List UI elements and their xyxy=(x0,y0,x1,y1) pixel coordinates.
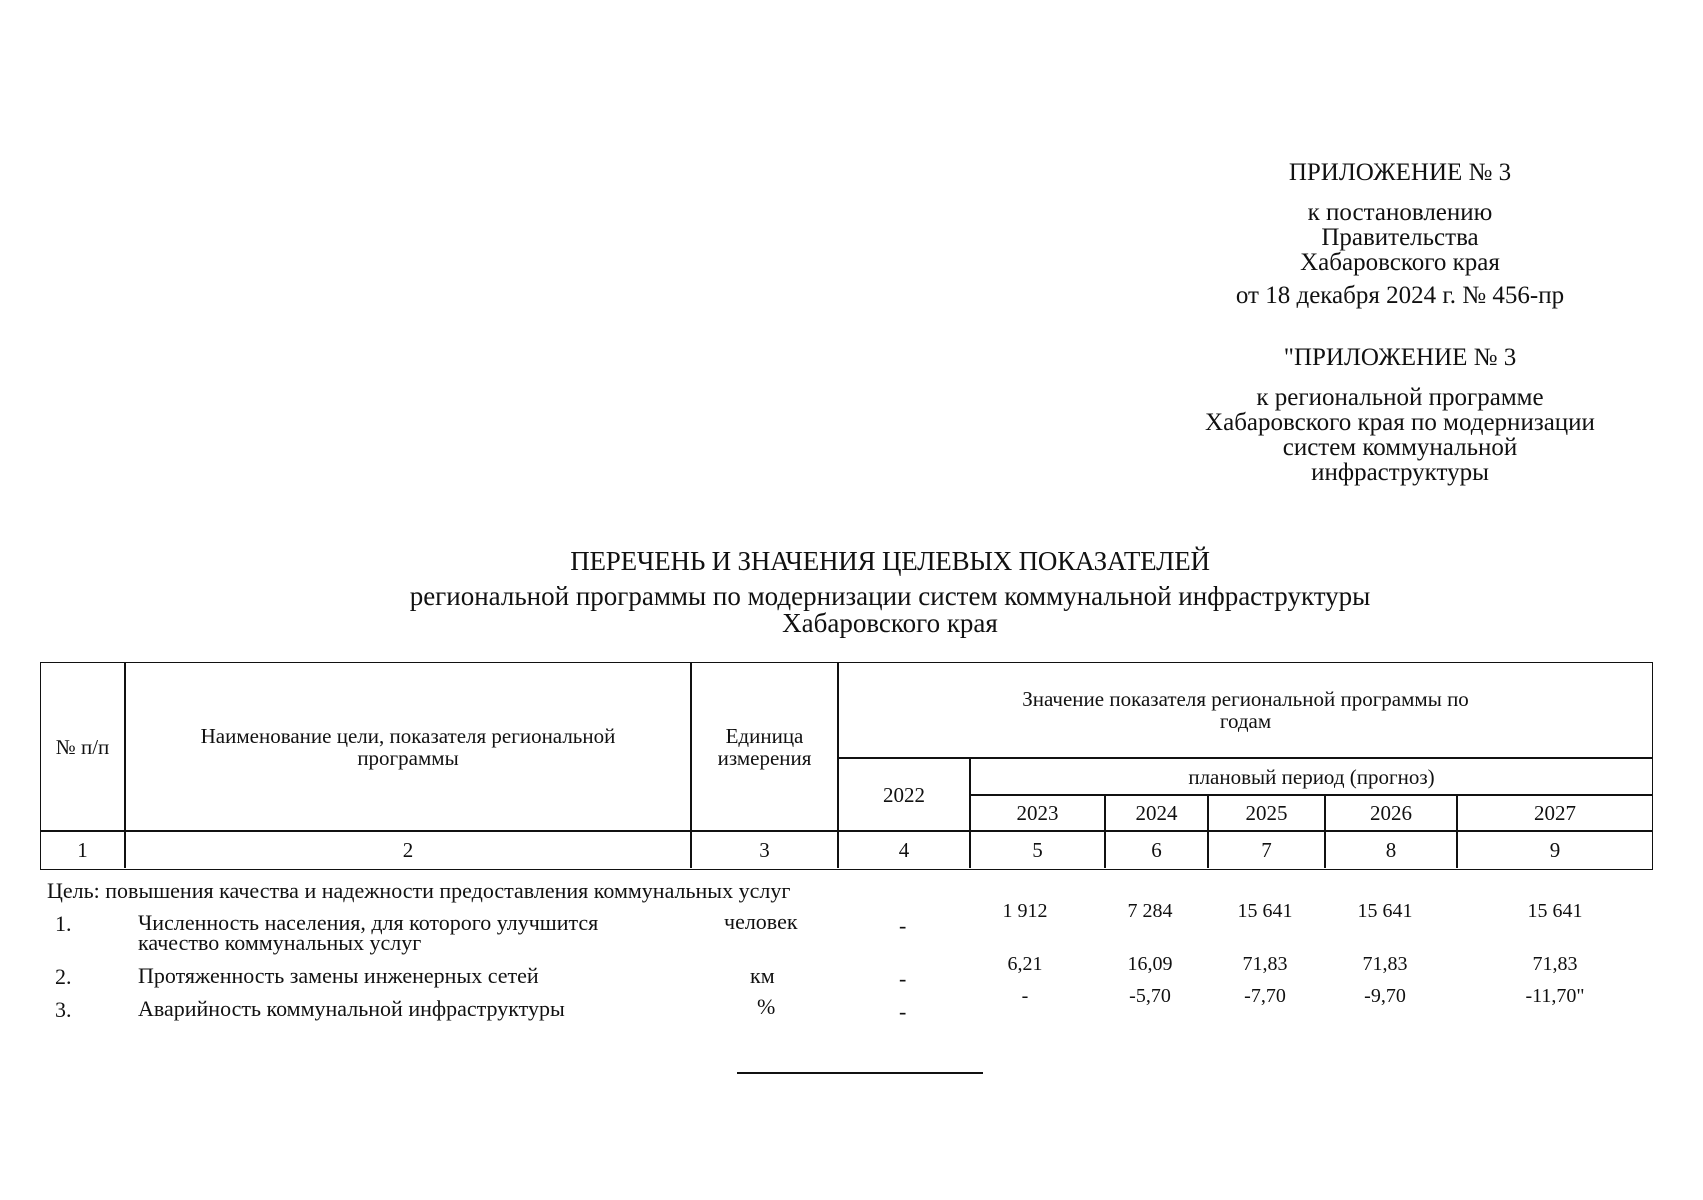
header-year-2027: 2027 xyxy=(1534,801,1576,825)
header-indicator-name: Наименование цели, показателя региональной программы xyxy=(200,723,616,770)
program-appendix-line: Хабаровского края по модернизации xyxy=(1205,409,1595,436)
column-number: 5 xyxy=(1032,838,1043,862)
appendix-line: Хабаровского края xyxy=(1300,249,1500,276)
program-appendix-subtitle xyxy=(1180,385,1620,485)
header-year-2026: 2026 xyxy=(1370,801,1412,825)
row-2-value-2026: 71,83 xyxy=(1362,953,1408,975)
row-3-value-2027: -11,70" xyxy=(1525,985,1585,1007)
document-subtitle xyxy=(300,583,1480,637)
document-title: ПЕРЕЧЕНЬ И ЗНАЧЕНИЯ ЦЕЛЕВЫХ ПОКАЗАТЕЛЕЙ xyxy=(570,546,1210,576)
row-1-value-2026: 15 641 xyxy=(1357,900,1413,922)
appendix-title: ПРИЛОЖЕНИЕ № 3 xyxy=(1288,159,1512,186)
closing-rule xyxy=(737,1072,983,1074)
row-1-value-2022: - xyxy=(899,913,907,938)
row-3-value-2026: -9,70 xyxy=(1364,985,1406,1007)
appendix-line: Правительства xyxy=(1321,224,1479,251)
resolution-date: от 18 декабря 2024 г. № 456-пр xyxy=(1235,282,1565,309)
column-number: 3 xyxy=(759,838,770,862)
document-subtitle-line: Хабаровского края xyxy=(782,608,998,638)
column-number: 7 xyxy=(1261,838,1272,862)
column-number: 4 xyxy=(898,838,910,862)
row-2-number: 2. xyxy=(55,964,72,989)
program-appendix-line: инфраструктуры xyxy=(1311,459,1489,486)
row-2-value-2022: - xyxy=(899,966,907,991)
row-3-value-2022: - xyxy=(899,999,907,1024)
row-3-name: Аварийность коммунальной инфраструктуры xyxy=(138,996,565,1021)
header-values-by-year: Значение показателя региональной программы по годам xyxy=(1022,687,1469,733)
column-number: 8 xyxy=(1385,838,1397,862)
goal-text: Цель: повышения качества и надежности предоставления коммунальных услуг xyxy=(47,878,791,903)
row-2-value-2025: 71,83 xyxy=(1242,953,1288,975)
row-1-number: 1. xyxy=(55,911,72,936)
row-3-value-2025: -7,70 xyxy=(1244,985,1286,1007)
document-subtitle-line: региональной программы по модернизации систем коммунальной инфраструктуры xyxy=(409,581,1371,611)
row-1-name-line: качество коммунальных услуг xyxy=(138,930,422,955)
column-number: 2 xyxy=(402,838,414,862)
row-1-value-2024: 7 284 xyxy=(1127,900,1173,922)
program-appendix-line: к региональной программе xyxy=(1256,384,1544,411)
row-3-value-2023: - xyxy=(1021,985,1029,1007)
indicators-table-header xyxy=(40,662,1653,870)
row-2-value-2027: 71,83 xyxy=(1532,953,1578,975)
header-year-2023: 2023 xyxy=(1016,801,1059,825)
header-row-number: № п/п xyxy=(55,734,110,759)
program-appendix-line: систем коммунальной xyxy=(1282,434,1518,461)
row-3-unit: % xyxy=(757,994,776,1019)
row-2-value-2023: 6,21 xyxy=(1007,953,1043,975)
row-2-unit: км xyxy=(750,963,775,988)
row-1-value-2027: 15 641 xyxy=(1527,900,1583,922)
header-planned-period: плановый период (прогноз) xyxy=(1188,764,1435,789)
column-number: 9 xyxy=(1549,838,1561,862)
program-appendix-title: "ПРИЛОЖЕНИЕ № 3 xyxy=(1283,344,1517,371)
row-1-value-2023: 1 912 xyxy=(1002,900,1048,922)
appendix-subtitle xyxy=(1180,200,1620,275)
column-number: 6 xyxy=(1151,838,1162,862)
appendix-line: к постановлению xyxy=(1307,199,1493,226)
row-1-value-2025: 15 641 xyxy=(1237,900,1293,922)
header-year-2024: 2024 xyxy=(1135,801,1178,825)
row-3-value-2024: -5,70 xyxy=(1129,985,1171,1007)
header-year-2025: 2025 xyxy=(1245,801,1288,825)
row-2-value-2024: 16,09 xyxy=(1127,953,1173,975)
row-3-number: 3. xyxy=(55,997,72,1022)
row-2-name: Протяженность замены инженерных сетей xyxy=(138,963,539,988)
header-year-2022: 2022 xyxy=(883,782,925,807)
row-1-unit: человек xyxy=(724,909,798,934)
column-number: 1 xyxy=(77,838,88,862)
header-unit: Единица измерения xyxy=(717,723,812,770)
row-1-name-line: Численность населения, для которого улучшится xyxy=(138,910,599,935)
